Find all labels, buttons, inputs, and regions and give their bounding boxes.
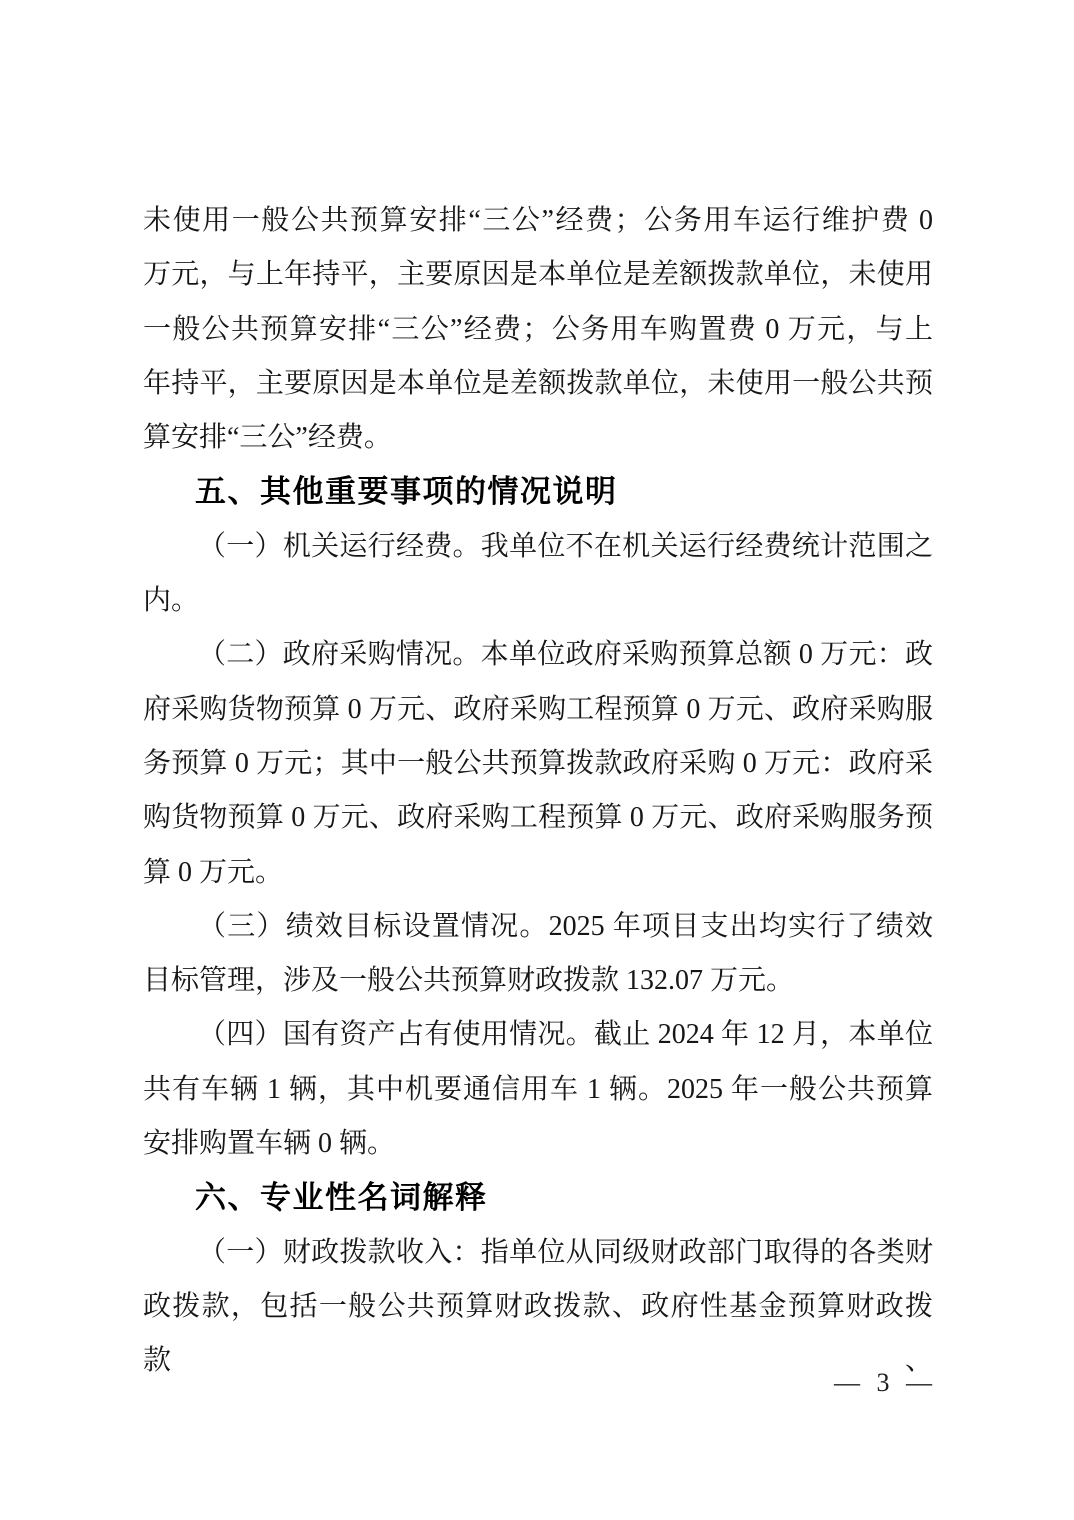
text-line: 未使用一般公共预算安排“三公”经费；公务用车运行维护费 0 — [143, 205, 933, 236]
paragraph-agency-operating-expense — [143, 520, 933, 629]
text-line: 一般公共预算安排“三公”经费；公务用车购置费 0 万元，与上 — [143, 313, 933, 345]
text-line: 万元，与上年持平，主要原因是本单位是差额拨款单位，未使用 — [143, 259, 933, 291]
text-line: 内。 — [143, 585, 200, 617]
page-number: — 3 — — [834, 1368, 934, 1397]
text-line: 年持平，主要原因是本单位是差额拨款单位，未使用一般公共预 — [143, 367, 933, 399]
text-line: （三）绩效目标设置情况。2025 年项目支出均实行了绩效 — [198, 910, 933, 942]
paragraph-government-procurement — [143, 628, 933, 899]
paragraph-performance-targets — [143, 900, 933, 1009]
text-line: 算安排“三公”经费。 — [143, 422, 392, 454]
text-line: 府采购货物预算 0 万元、政府采购工程预算 0 万元、政府采购服 — [143, 693, 933, 725]
text-line: （二）政府采购情况。本单位政府采购预算总额 0 万元：政 — [198, 639, 933, 671]
text-line: 目标管理，涉及一般公共预算财政拨款 132.07 万元。 — [143, 965, 795, 997]
text-line: 务预算 0 万元；其中一般公共预算拨款政府采购 0 万元：政府采 — [143, 747, 933, 779]
text-line: （四）国有资产占有使用情况。截止 2024 年 12 月，本单位 — [198, 1019, 933, 1051]
text-line: 安排购置车辆 0 辆。 — [143, 1128, 396, 1160]
paragraph-fiscal-appropriation-definition — [143, 1226, 933, 1389]
text-line: （一）财政拨款收入：指单位从同级财政部门取得的各类财 — [198, 1236, 933, 1268]
page-footer — [834, 1368, 934, 1398]
paragraph-three-public-funds-continued — [143, 194, 933, 465]
text-line: 购货物预算 0 万元、政府采购工程预算 0 万元、政府采购服务预 — [143, 802, 933, 834]
section-6-heading: 六、专业性名词解释 — [195, 1180, 488, 1216]
paragraph-state-assets — [143, 1008, 933, 1171]
text-line: （一）机关运行经费。我单位不在机关运行经费统计范围之 — [198, 530, 933, 562]
document-content — [143, 194, 933, 1389]
text-line: 算 0 万元。 — [143, 856, 284, 888]
section-5-heading: 五、其他重要事项的情况说明 — [195, 474, 618, 510]
text-line: 政拨款，包括一般公共预算财政拨款、政府性基金预算财政拨款、 — [143, 1290, 933, 1377]
text-line: 共有车辆 1 辆，其中机要通信用车 1 辆。2025 年一般公共预算 — [143, 1073, 933, 1105]
